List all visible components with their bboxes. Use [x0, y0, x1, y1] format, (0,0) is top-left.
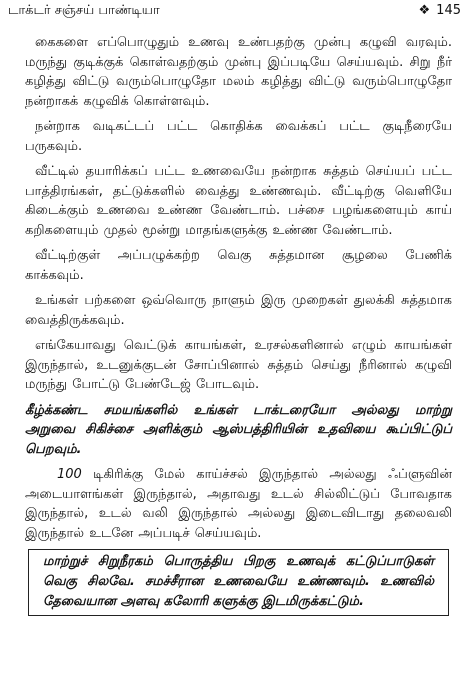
- running-header: [0, 0, 475, 22]
- diet-callout-box: [28, 549, 449, 616]
- folio: [419, 2, 461, 20]
- paragraph-clean-home: வீட்டிற்குள் அப்பழுக்கற்ற வெகு சுத்தமான சூழலை பேணிக் காக்கவும்.: [25, 248, 452, 283]
- page-number: 145: [436, 3, 461, 18]
- callout-text: மாற்றுச் சிறுநீரகம் பொருத்திய பிறகு உணவுக் கட்டுப்பாடுகள் வெகு சிலவே. சமச்சீரான உணவையே உண்ணவும். உணவில் தேவையான அளவு கலோரி களுக்கு இடமிருக்கட்டும்.: [43, 554, 434, 609]
- paragraph-drinking-water: நன்றாக வடிகட்டப் பட்ட கொதிக்க வைக்கப் பட்ட குடிநீரையே பருகவும்.: [25, 119, 452, 154]
- paragraph-wounds: எங்கேயாவது வெட்டுக் காயங்கள், உரசல்களினால் எழும் காயங்கள் இருந்தால், உடனுக்குடன் சோப்பினால் சுத்தம் செய்து நீரினால் கழுவி மருந்து போட்டு பேண்டேஜ் போடவும்.: [25, 338, 452, 392]
- paragraph-home-food: வீட்டில் தயாரிக்கப் பட்ட உணவையே நன்றாக சுத்தம் செய்யப் பட்ட பாத்திரங்கள், தட்டுக்களில் வைத்து உண்ணவும். வீட்டிற்கு வெளியே கிடைக்கும் உணவை உண்ண வேண்டாம். பச்சை பழங்களையும் காய் கறிகளையும் முதல் மூன்று மாதங்களுக்கு உண்ண வேண்டாம்.: [25, 164, 452, 238]
- paragraph-contact-doctor: கீழ்க்கண்ட சமயங்களில் உங்கள் டாக்டரையோ அல்லது மாற்று அறுவை சிகிச்சை அளிக்கும் ஆஸ்பத்திரியின் உதவியை கூப்பிட்டுப் பெறவும்.: [25, 402, 452, 457]
- paragraph-hand-washing: கைகளை எப்பொழுதும் உணவு உண்பதற்கு முன்பு கழுவி வரவும். மருந்து குடிக்குக் கொள்வதற்கும் முன்பு இப்படியே செய்யவும். சிறு நீர் கழித்து விட்டு வரும்பொழுதோ மலம் கழித்து விட்டு வரும்பொழுதோ நன்றாகக் கழுவிக் கொள்ளவும்.: [25, 35, 452, 109]
- paragraph-fever-symptoms: [25, 465, 452, 543]
- fever-threshold-number: 100: [57, 467, 82, 482]
- diamond-ornament-icon: ❖: [418, 3, 431, 18]
- paragraph-teeth: உங்கள் பற்களை ஒவ்வொரு நாளும் இரு முறைகள் துலக்கி சுத்தமாக வைத்திருக்கவும்.: [25, 293, 452, 328]
- fever-paragraph-text: டிகிரிக்கு மேல் காய்ச்சல் இருந்தால் அல்லது ஃப்ளுவின் அடையாளங்கள் இருந்தால், அதாவது உடல் சில்லிட்டுப் போவதாக இருந்தால், உடல் வலி இருந்தால் அல்லது இடைவிடாது தலைவலி இருந்தால் உடனே அப்படிச் செய்யவும்.: [25, 467, 452, 541]
- running-title: டாக்டர் சஞ்சய் பாண்டியா: [8, 3, 160, 18]
- page-body: [25, 33, 452, 616]
